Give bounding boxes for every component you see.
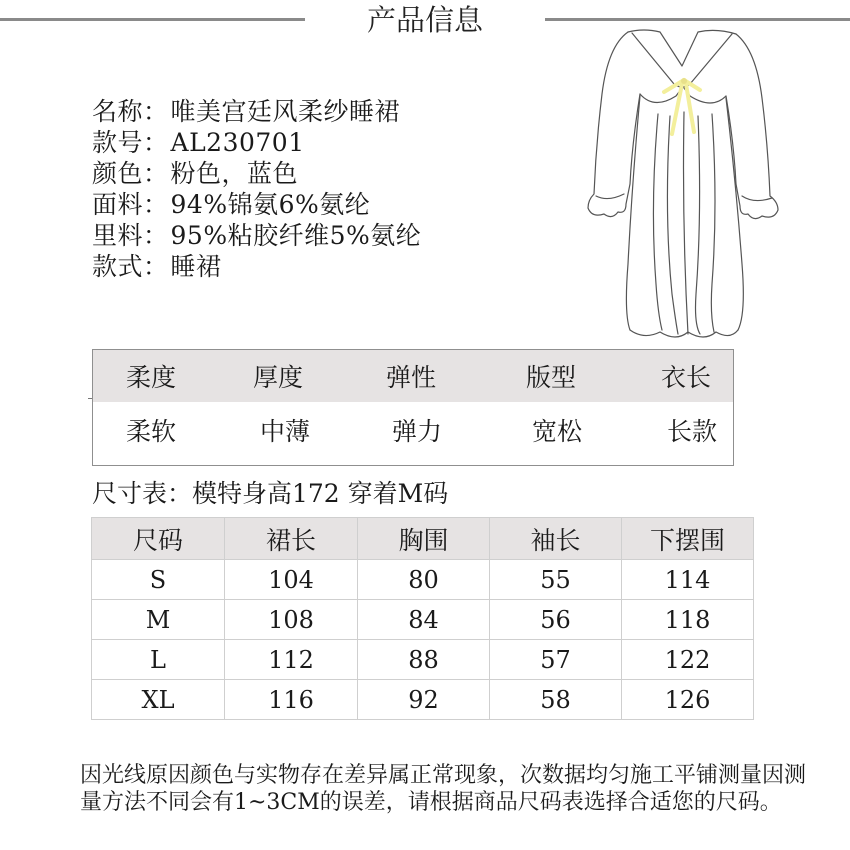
table-cell: 116	[225, 680, 358, 720]
table-cell: 112	[225, 640, 358, 680]
table-cell: 88	[358, 640, 490, 680]
info-label: 款式：	[92, 252, 169, 281]
attribute-value-length: 长款	[666, 417, 717, 446]
table-cell: 57	[490, 640, 622, 680]
attribute-header-length: 衣长	[660, 363, 711, 392]
info-label: 里料：	[92, 221, 169, 250]
column-header: 下摆围	[622, 518, 754, 560]
table-row	[92, 560, 754, 600]
attribute-value-softness: 柔软	[125, 417, 176, 446]
title-line-left	[0, 18, 305, 21]
info-row-lining	[92, 220, 421, 251]
info-label: 颜色：	[92, 159, 169, 188]
column-header: 袖长	[490, 518, 622, 560]
page-title: 产品信息	[366, 3, 483, 37]
attribute-value-fit: 宽松	[531, 417, 582, 446]
attribute-header-fit: 版型	[525, 363, 576, 392]
product-info	[92, 96, 421, 282]
table-cell: 55	[490, 560, 622, 600]
table-cell: 114	[622, 560, 754, 600]
info-value: 94%锦氨6%氨纶	[170, 190, 371, 219]
dress-sketch-icon	[584, 24, 784, 346]
column-header: 尺码	[92, 518, 225, 560]
column-header: 胸围	[358, 518, 490, 560]
info-label: 款号：	[92, 128, 169, 157]
table-cell: M	[92, 600, 225, 640]
table-row	[92, 640, 754, 680]
attribute-header-elasticity: 弹性	[385, 363, 436, 392]
info-row-color	[92, 158, 421, 189]
attribute-table	[92, 349, 734, 466]
attribute-header-row	[93, 350, 733, 402]
size-table-header	[92, 518, 754, 560]
info-row-name	[92, 96, 421, 127]
attribute-value-thickness: 中薄	[259, 417, 310, 446]
table-cell: XL	[92, 680, 225, 720]
table-cell: 80	[358, 560, 490, 600]
table-cell: 126	[622, 680, 754, 720]
info-row-style-number	[92, 127, 421, 158]
table-cell: 84	[358, 600, 490, 640]
column-header: 裙长	[225, 518, 358, 560]
table-cell: 104	[225, 560, 358, 600]
table-cell: 108	[225, 600, 358, 640]
table-cell: 58	[490, 680, 622, 720]
info-value: 睡裙	[170, 252, 222, 281]
table-row	[92, 600, 754, 640]
info-row-fabric	[92, 189, 421, 220]
table-cell: 118	[622, 600, 754, 640]
table-cell: 92	[358, 680, 490, 720]
size-table	[91, 517, 754, 720]
table-cell: 56	[490, 600, 622, 640]
info-value: 粉色，蓝色	[170, 159, 299, 188]
table-cell: 122	[622, 640, 754, 680]
info-label: 面料：	[92, 190, 169, 219]
info-value: 95%粘胶纤维5%氨纶	[170, 221, 422, 250]
attribute-header-thickness: 厚度	[252, 363, 303, 392]
size-chart-caption: 尺寸表：模特身高172 穿着M码	[92, 479, 449, 508]
attribute-header-softness: 柔度	[125, 363, 176, 392]
info-row-type	[92, 251, 421, 282]
table-cell: L	[92, 640, 225, 680]
measurement-note: 因光线原因颜色与实物存在差异属正常现象，次数据均匀施工平铺测量因测量方法不同会有1~3CM的误差，请根据商品尺码表选择合适您的尺码。	[80, 763, 807, 815]
attribute-value-elasticity: 弹力	[391, 417, 442, 446]
info-value: AL230701	[170, 128, 305, 157]
title-line-right	[545, 18, 850, 21]
info-label: 名称：	[92, 97, 169, 126]
info-value: 唯美宫廷风柔纱睡裙	[170, 97, 401, 126]
table-row	[92, 680, 754, 720]
table-cell: S	[92, 560, 225, 600]
